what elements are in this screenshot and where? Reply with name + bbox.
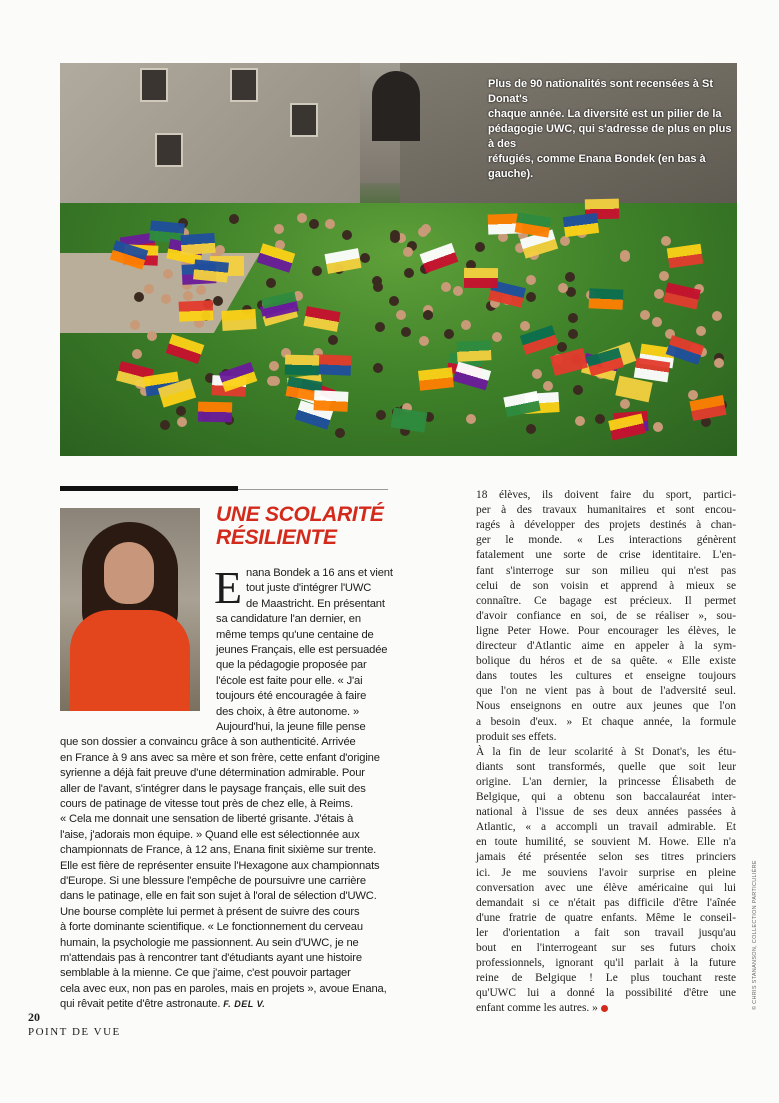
- body-line: conversation avec une élève américaine qui lui: [476, 881, 736, 894]
- body-line: Elle est fière de représenter ensuite l'Hexagone aux championnats: [60, 859, 380, 872]
- castle-window: [140, 68, 168, 102]
- body-line: ragés à développer des projets destinés à chan-: [476, 519, 736, 532]
- portrait-sweater: [70, 610, 190, 711]
- flag: [221, 309, 256, 331]
- body-line: fant s'interroge sur son milieu qui n'est pas: [476, 564, 736, 577]
- flag: [257, 244, 296, 274]
- page-number: 20: [28, 1010, 40, 1024]
- crowd-person: [144, 284, 154, 294]
- crowd-person: [526, 292, 536, 302]
- section-rule: [60, 486, 238, 491]
- crowd-person: [396, 310, 406, 320]
- crowd-person: [266, 278, 276, 288]
- body-line: cela avec eux, non pas en paroles, mais en projets », avoue Enana,: [60, 982, 387, 995]
- crowd-person: [661, 236, 671, 246]
- crowd-person: [229, 214, 239, 224]
- body-line: sa candidature l'an dernier, en: [216, 613, 361, 626]
- crowd-person: [335, 428, 345, 438]
- body-line: dans le patinage, elle en fait son sujet à l'oral de sélection d'UWC.: [60, 890, 377, 903]
- crowd-person: [176, 406, 186, 416]
- body-line: d'une fratrie de quatre enfants. Même le conseil-: [476, 911, 736, 924]
- crowd-person: [132, 349, 142, 359]
- body-line: produit ses effets.: [476, 730, 557, 743]
- crowd-person: [274, 224, 284, 234]
- flag: [689, 395, 726, 421]
- body-line: national à l'issue de ses deux années passées à: [476, 806, 736, 819]
- end-of-article-dot: [601, 1005, 608, 1012]
- body-line: que la pédagogie proposée par: [216, 659, 367, 672]
- drop-cap: E: [214, 562, 243, 613]
- body-line: directeur d'Atlantic aime en appeler à la sym-: [476, 640, 736, 652]
- crowd-person: [297, 213, 307, 223]
- photo-caption: [488, 77, 732, 182]
- crowd-person: [595, 414, 605, 424]
- crowd-person: [441, 282, 451, 292]
- crowd-person: [652, 317, 662, 327]
- crowd-person: [712, 311, 722, 321]
- crowd-person: [714, 358, 724, 368]
- flag: [314, 391, 349, 413]
- photo-credit: © CHRIS STANANSON, COLLECTION PARTICULIÈRE: [752, 860, 758, 1010]
- crowd-person: [401, 327, 411, 337]
- body-line: enfant comme les autres. »: [476, 1001, 736, 1016]
- castle-window: [155, 133, 183, 167]
- crowd-person: [389, 296, 399, 306]
- crowd-person: [453, 286, 463, 296]
- crowd-person: [404, 268, 414, 278]
- body-line: que l'on ne vient pas à bout de l'adversité seul.: [476, 685, 736, 698]
- flag: [457, 340, 492, 362]
- student-crowd: [110, 193, 737, 443]
- crowd-person: [375, 322, 385, 332]
- crowd-person: [492, 332, 502, 342]
- body-line: humain, la psychologie me passionnent. Au sein d'UWC, je ne: [60, 936, 359, 949]
- body-line: même temps qu'une centaine de: [216, 628, 374, 641]
- crowd-person: [444, 329, 454, 339]
- crowd-person: [161, 294, 171, 304]
- body-line: l'école est faite pour elle. « J'ai: [216, 674, 363, 687]
- crowd-person: [466, 414, 476, 424]
- flag: [419, 243, 458, 273]
- flag: [390, 407, 427, 432]
- crowd-person: [475, 242, 485, 252]
- portrait-photo: [60, 508, 200, 711]
- crowd-person: [568, 329, 578, 339]
- body-line: bolique du héros et de sa quête. « Elle existe: [476, 655, 736, 668]
- caption-line: pédagogie UWC, qui s'adresse de plus en plus à des: [488, 123, 732, 150]
- body-line: ler d'orientation a fait son travail jusqu'au: [476, 926, 736, 939]
- flag: [585, 348, 623, 377]
- crowd-person: [573, 385, 583, 395]
- body-line: d'Europe. Si une blessure l'empêche de poursuivre une carrière: [60, 875, 366, 887]
- flag: [453, 362, 491, 391]
- body-line: de Maastricht. En présentant: [246, 597, 385, 610]
- body-line: semblable à la mienne. Ce que j'aime, c'est pouvoir partager: [60, 967, 351, 980]
- body-line: toujours été encouragée à faire: [216, 690, 367, 703]
- body-line: professionnels, ignorant qu'il parlait à la future: [476, 957, 736, 970]
- castle-window: [290, 103, 318, 137]
- body-line: tout juste d'intégrer l'UWC: [246, 582, 372, 595]
- body-line: Belgique, qui a obtenu son baccalauréat inter-: [476, 791, 736, 803]
- crowd-person: [653, 422, 663, 432]
- caption-line: chaque année. La diversité est un pilier de la: [488, 108, 722, 120]
- crowd-person: [403, 247, 413, 257]
- group-photo: [60, 63, 737, 456]
- flag: [418, 367, 454, 390]
- body-line: en France à 9 ans avec sa mère et son frère, cette enfant d'origine: [60, 751, 380, 764]
- crowd-person: [688, 390, 698, 400]
- body-line: a besoin d'eux. » Et chaque année, la formule: [476, 715, 736, 728]
- body-line: qu'UWC lui a donné la possibilité d'être une: [476, 987, 736, 1000]
- body-line: championnats de France, à 12 ans, Enana finit sixième sur trente.: [60, 844, 377, 857]
- body-line: « Cela me donnait une sensation de liberté grisante. J'étais à: [60, 813, 354, 826]
- crowd-person: [532, 369, 542, 379]
- flag: [285, 355, 319, 376]
- crowd-person: [134, 292, 144, 302]
- crowd-person: [309, 219, 319, 229]
- body-line: dans toutes les cultures et enseigne toujours: [476, 670, 736, 683]
- body-line: en toute humilité, se souvient M. Howe. Elle n'a: [476, 836, 736, 849]
- crowd-person: [418, 227, 428, 237]
- flag: [464, 268, 498, 288]
- crowd-person: [376, 410, 386, 420]
- crowd-person: [360, 253, 370, 263]
- crowd-person: [419, 336, 429, 346]
- crowd-person: [130, 320, 140, 330]
- crowd-person: [325, 219, 335, 229]
- article-signature: F. DEL V.: [223, 999, 266, 1010]
- body-line: diants sont transformés, quelle que soit leur: [476, 760, 736, 773]
- headline-line: RÉSILIENTE: [216, 526, 337, 549]
- crowd-person: [560, 236, 570, 246]
- crowd-person: [342, 230, 352, 240]
- body-line: d'avoir confiance en soi, de se réaliser », sou-: [476, 609, 736, 622]
- body-line: m'attendais pas à rencontrer tant d'étudiants ayant une histoire: [60, 952, 362, 964]
- body-line: l'aise, j'adorais mon équipe. » Quand elle est sélectionnée aux: [60, 828, 360, 841]
- flag: [178, 300, 213, 321]
- crowd-person: [543, 381, 553, 391]
- crowd-person: [526, 275, 536, 285]
- body-line: fatalement une sorte de crise identitaire. L'en-: [476, 549, 736, 562]
- body-line: nana Bondek a 16 ans et vient: [246, 567, 393, 579]
- flag: [667, 243, 703, 268]
- crowd-person: [213, 296, 223, 306]
- crowd-person: [390, 230, 400, 240]
- crowd-person: [328, 335, 338, 345]
- crowd-person: [659, 271, 669, 281]
- crowd-person: [696, 326, 706, 336]
- body-line: celui de son voisin et apprend à mieux se: [476, 579, 736, 592]
- section-rule-thin: [238, 489, 388, 490]
- crowd-person: [557, 342, 567, 352]
- castle-window: [230, 68, 258, 102]
- body-line: Atlantic, « a accompli un travail admirable. Et: [476, 821, 736, 834]
- flag: [317, 354, 352, 375]
- crowd-person: [654, 289, 664, 299]
- crowd-person: [620, 399, 630, 409]
- body-line: que son dossier a convaincu grâce à son authenticité. Arrivée: [60, 736, 356, 749]
- body-line: connaître. Ce bagage est précieux. Il permet: [476, 594, 736, 607]
- body-line: reine de Belgique ! Le plus touchant reste: [476, 972, 736, 985]
- crowd-person: [461, 320, 471, 330]
- flag: [633, 357, 670, 382]
- crowd-person: [373, 363, 383, 373]
- crowd-person: [269, 361, 279, 371]
- body-line: 18 élèves, ils doivent faire du sport, partici-: [476, 489, 736, 501]
- crowd-person: [423, 310, 433, 320]
- flag: [180, 233, 215, 255]
- body-line: à forte dominante scientifique. « Le fonctionnement du cerveau: [60, 921, 363, 934]
- magazine-name: POINT DE VUE: [28, 1026, 121, 1038]
- crowd-person: [520, 321, 530, 331]
- body-line: ger le monde. « Les interactions génèrent: [476, 534, 736, 547]
- body-line: ligne Peter Howe. Pour encourager les élèves, le: [476, 624, 736, 637]
- flag: [325, 248, 362, 274]
- crowd-person: [196, 285, 206, 295]
- crowd-person: [183, 291, 193, 301]
- flag: [165, 334, 204, 364]
- flag: [198, 402, 232, 423]
- flag: [589, 289, 624, 311]
- caption-line: réfugiés, comme Enana Bondek (en bas à gauche).: [488, 153, 706, 180]
- body-line: Nous enseignons en outre aux jeunes que l'on: [476, 700, 736, 713]
- crowd-person: [163, 269, 173, 279]
- body-line: Aujourd'hui, la jeune fille pense: [216, 721, 366, 733]
- body-line: cours de patinage de vitesse tout près de chez elle, à Reims.: [60, 798, 354, 810]
- crowd-person: [526, 424, 536, 434]
- crowd-person: [373, 282, 383, 292]
- body-line: des choix, à être autonome. »: [216, 705, 360, 718]
- body-line: aller de l'avant, s'intégrer dans le paysage français, elle suit des: [60, 782, 366, 795]
- body-line: jeunes Français, elle est persuadée: [216, 644, 388, 656]
- body-line: ici. Je me souviens l'avoir surprise en pleine: [476, 866, 736, 879]
- crowd-person: [215, 245, 225, 255]
- headline-line: UNE SCOLARITÉ: [216, 503, 384, 526]
- flag: [563, 213, 599, 237]
- crowd-person: [312, 266, 322, 276]
- body-line: demandait si ce n'était pas difficile d'être l'aînée: [476, 896, 736, 909]
- body-line: Une bourse complète lui permet à présent de suivre des cours: [60, 905, 360, 918]
- body-line: bout en l'interrogeant sur ses futurs choix: [476, 942, 736, 954]
- body-line: qui rêvait petite d'être astronaute. F. DEL V.: [60, 998, 266, 1011]
- castle-archway: [372, 71, 420, 141]
- body-line: syrienne a déjà fait preuve d'une détermination admirable. Pour: [60, 767, 365, 780]
- flag: [193, 260, 229, 283]
- crowd-person: [565, 272, 575, 282]
- body-line: origine. L'an dernier, la princesse Élisabeth de: [476, 775, 736, 788]
- crowd-person: [575, 416, 585, 426]
- crowd-person: [147, 331, 157, 341]
- flag: [218, 362, 257, 392]
- crowd-person: [568, 313, 578, 323]
- body-line: per à des travaux humanitaires et sont encou-: [476, 504, 736, 517]
- caption-line: Plus de 90 nationalités sont recensées à St Donat's: [488, 78, 713, 105]
- body-line: jamais été présentée selon ses titres princiers: [476, 851, 736, 864]
- body-line: À la fin de leur scolarité à St Donat's, les étu-: [476, 745, 736, 758]
- crowd-person: [160, 420, 170, 430]
- article-headline: [216, 503, 386, 549]
- crowd-person: [177, 417, 187, 427]
- flag: [304, 306, 341, 332]
- crowd-person: [620, 252, 630, 262]
- crowd-person: [640, 310, 650, 320]
- portrait-face: [104, 542, 154, 604]
